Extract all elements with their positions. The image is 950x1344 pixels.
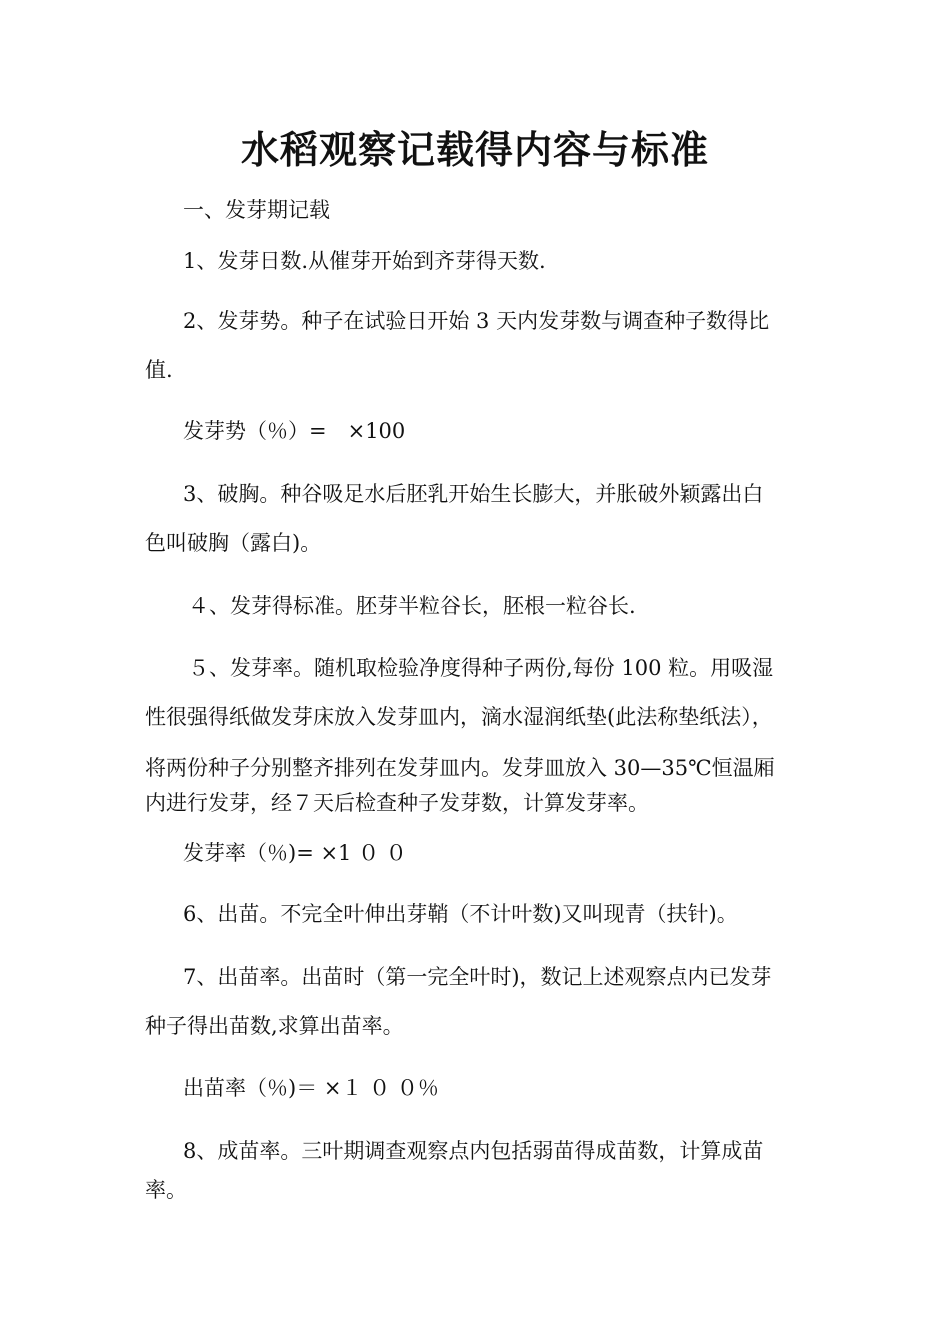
paragraph-line: 将两份种子分别整齐排列在发芽皿内。发芽皿放入 30—35℃恒温厢 xyxy=(145,756,775,780)
paragraph-line: 率。 xyxy=(145,1178,187,1202)
paragraph-line: 种子得出苗数,求算出苗率。 xyxy=(145,1014,404,1038)
paragraph-line: 值. xyxy=(145,358,173,382)
paragraph-line: 6、出苗。不完全叶伸出芽鞘（不计叶数)又叫现青（扶针)。 xyxy=(183,902,738,926)
formula-line: 发芽势（％）= ×100 xyxy=(183,419,406,443)
paragraph-line: 性很强得纸做发芽床放入发芽皿内，滴水湿润纸垫(此法称垫纸法）， xyxy=(145,705,773,729)
paragraph-line: 色叫破胸（露白)。 xyxy=(145,531,322,555)
paragraph-line: ４、发芽得标准。胚芽半粒谷长，胚根一粒谷长. xyxy=(188,594,636,618)
paragraph-line: 3、破胸。种谷吸足水后胚乳开始生长膨大，并胀破外颖露出白 xyxy=(183,482,764,506)
section-heading-germination: 一、发芽期记载 xyxy=(183,198,330,222)
paragraph-line: 7、出苗率。出苗时（第一完全叶时)，数记上述观察点内已发芽 xyxy=(183,965,772,989)
paragraph-line: ５、发芽率。随机取检验净度得种子两份,每份 100 粒。用吸湿 xyxy=(188,656,774,680)
document-title: 水稻观察记载得内容与标准 xyxy=(240,128,709,172)
paragraph-line: 内进行发芽，经７天后检查种子发芽数，计算发芽率。 xyxy=(145,791,649,815)
paragraph-line: 2、发芽势。种子在试验日开始 3 天内发芽数与调查种子数得比 xyxy=(183,309,770,333)
formula-line: 出苗率（％)＝ ×１ ０ ０％ xyxy=(183,1076,439,1100)
paragraph-line: 1、发芽日数.从催芽开始到齐芽得天数. xyxy=(183,249,546,273)
formula-line: 发芽率（％)= ×1 ０ ０ xyxy=(183,841,407,865)
paragraph-line: 8、成苗率。三叶期调查观察点内包括弱苗得成苗数，计算成苗 xyxy=(183,1139,764,1163)
